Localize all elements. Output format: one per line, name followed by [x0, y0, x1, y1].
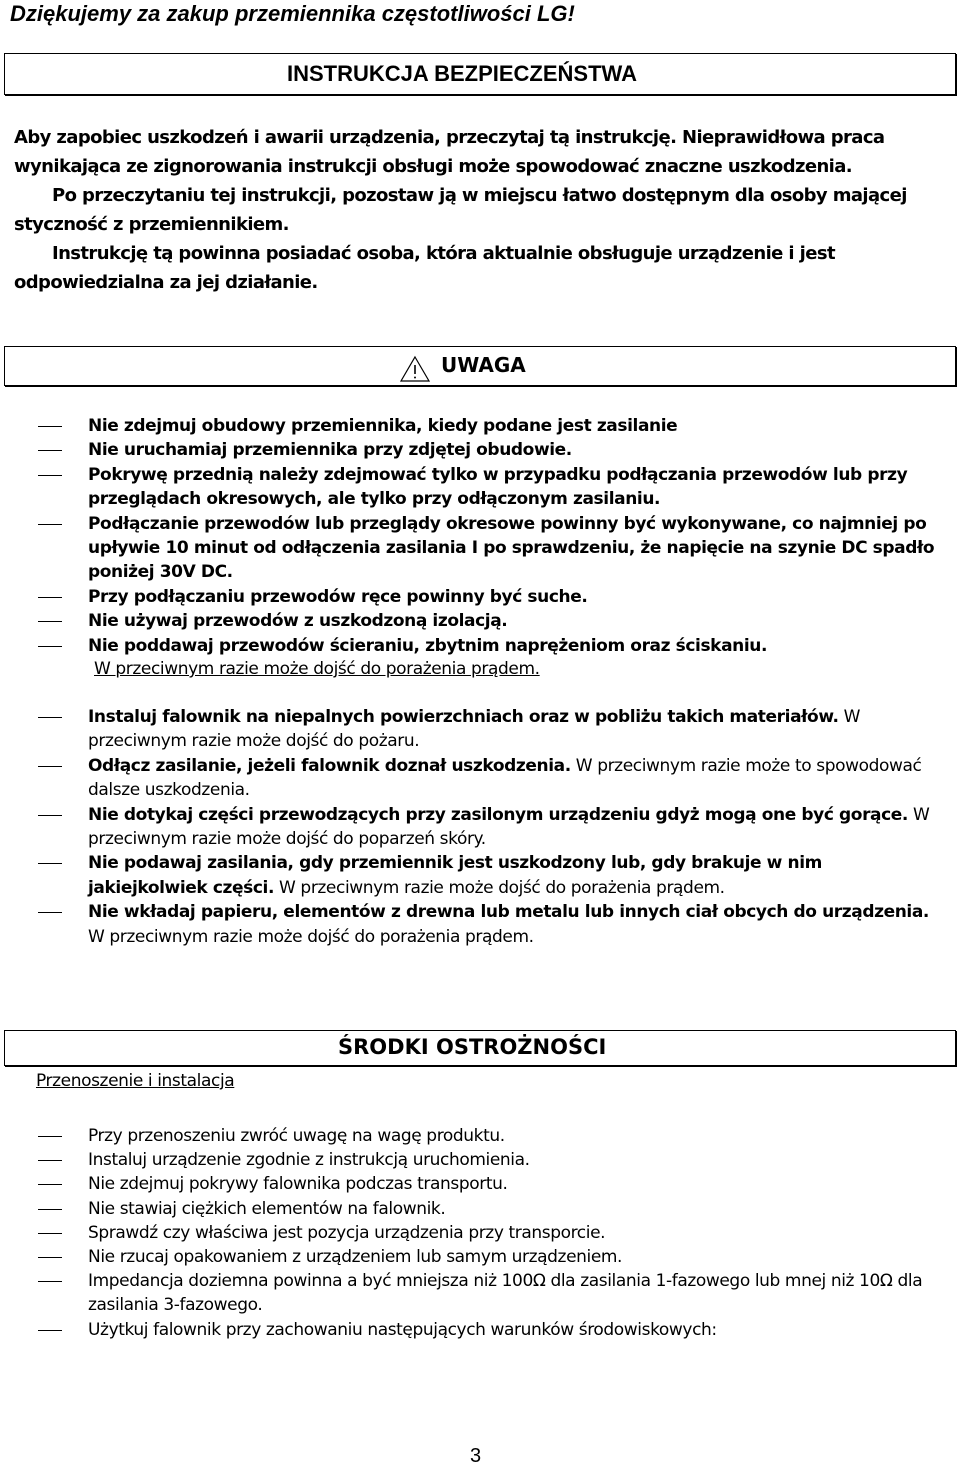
dash-bullet-icon [38, 863, 62, 864]
intro-paragraph: Po przeczytaniu tej instrukcji, pozostaw ją w miejscu łatwo dostępnym dla osoby mającej styczność z przemiennikiem. [14, 185, 907, 235]
list-item-text: Nie uruchamiaj przemiennika przy zdjętej obudowie. [88, 440, 572, 461]
list-item [0, 512, 938, 585]
dash-bullet-icon [38, 1160, 62, 1161]
list-item-text: Impedancja doziemna powinna a być mniejsza niż 100Ω dla zasilania 1-fazowego lub mnej niż 10Ω dla zasilania 3-fazowego. [88, 1271, 923, 1316]
list-item-text: Nie poddawaj przewodów ścieraniu, zbytnim naprężeniom oraz ściskaniu. [88, 635, 768, 656]
dash-bullet-icon [38, 524, 62, 525]
list-item-bold: Instaluj falownik na niepalnych powierzchniach oraz w pobliżu takich materiałów. [88, 707, 839, 727]
list-item-consequence: W przeciwnym razie może dojść do porażenia prądem. [88, 926, 534, 947]
list-item [0, 1172, 938, 1196]
dash-bullet-icon [38, 1257, 62, 1258]
page-title: Dziękujemy za zakup przemiennika częstotliwości LG! [10, 1, 575, 26]
electric-shock-note: W przeciwnym razie może dojść do porażenia prądem. [94, 659, 540, 679]
dash-bullet-icon [38, 1184, 62, 1185]
list-item-text: Pokrywę przednią należy zdejmować tylko w przypadku podłączania przewodów lub przy przeglądach okresowych, ale tylko przy odłączonym zasilaniu. [88, 464, 908, 510]
dash-bullet-icon [38, 912, 62, 913]
list-item [0, 414, 938, 438]
list-item-consequence: W przeciwnym razie może dojść do poparzeń skóry. [88, 804, 930, 850]
warning-label: UWAGA [441, 353, 526, 377]
list-item-bold: Nie dotykaj części przewodzących przy zasilonym urządzeniu gdyż mogą one być gorące. [88, 804, 908, 825]
list-item-consequence: W przeciwnym razie może to spowodować dalsze uszkodzenia. [88, 755, 922, 801]
list-item-text: Nie stawiaj ciężkich elementów na falownik. [88, 1198, 446, 1219]
dash-bullet-icon [38, 1209, 62, 1210]
list-item [0, 900, 938, 949]
dash-bullet-icon [38, 1281, 62, 1282]
warning-list-2 [0, 705, 960, 949]
warning-list [0, 414, 960, 658]
dash-bullet-icon [38, 1233, 62, 1234]
list-item [0, 705, 938, 754]
dash-bullet-icon [38, 426, 62, 427]
dash-bullet-icon [38, 717, 62, 718]
precautions-list [0, 1124, 960, 1342]
transport-subheading: Przenoszenie i instalacja [36, 1071, 235, 1091]
list-item [0, 1318, 938, 1342]
list-item-text: Podłączanie przewodów lub przeglądy okresowe powinny być wykonywane, co najmniej po upływie 10 minut od odłączenia zasilania I po sprawdzeniu, że napięcie na szynie DC spadło poniżej 30V DC. [88, 513, 935, 583]
list-item-text: Sprawdź czy właściwa jest pozycja urządzenia przy transporcie. [88, 1222, 606, 1243]
safety-title-box [4, 53, 956, 95]
list-item-text: Instaluj urządzenie zgodnie z instrukcją uruchomienia. [88, 1150, 530, 1171]
list-item [0, 463, 938, 512]
list-item [0, 1124, 938, 1148]
list-item-text: Użytkuj falownik przy zachowaniu następujących warunków środowiskowych: [88, 1319, 717, 1340]
list-item-text: Nie używaj przewodów z uszkodzoną izolacją. [88, 611, 508, 632]
list-item [0, 609, 938, 633]
list-item-consequence: W przeciwnym razie może dojść do pożaru. [88, 707, 861, 752]
list-item [0, 438, 938, 462]
list-item [0, 1245, 938, 1269]
dash-bullet-icon [38, 1136, 62, 1137]
list-item [0, 1197, 938, 1221]
list-item-text: Przy przenoszeniu zwróć uwagę na wagę produktu. [88, 1126, 505, 1146]
dash-bullet-icon [38, 766, 62, 767]
warning-triangle-icon [399, 355, 431, 387]
dash-bullet-icon [38, 475, 62, 476]
list-item-bold: Nie wkładaj papieru, elementów z drewna lub metalu lub innych ciał obcych do urządzenia. [88, 902, 929, 923]
dash-bullet-icon [38, 646, 62, 647]
list-item [0, 803, 938, 852]
list-item-text: Nie rzucaj opakowaniem z urządzeniem lub samym urządzeniem. [88, 1247, 623, 1268]
intro-paragraph: Aby zapobiec uszkodzeń i awarii urządzenia, przeczytaj tą instrukcję. Nieprawidłowa praca wynikająca ze zignorowania instrukcji obsługi może spowodować znaczne uszkodzenia. [14, 127, 885, 177]
list-item-text: Nie zdejmuj pokrywy falownika podczas transportu. [88, 1174, 508, 1195]
list-item [0, 1148, 938, 1172]
list-item [0, 754, 938, 803]
safety-title: INSTRUKCJA BEZPIECZEŃSTWA [287, 61, 637, 86]
list-item-bold: Nie podawaj zasilania, gdy przemiennik jest uszkodzony lub, gdy brakuje w nim jakiejkolwiek części. [88, 853, 822, 898]
precautions-title: ŚRODKI OSTROŻNOŚCI [338, 1035, 607, 1059]
dash-bullet-icon [38, 597, 62, 598]
list-item [0, 1269, 938, 1317]
warning-box [4, 346, 956, 386]
list-item [0, 1221, 938, 1245]
dash-bullet-icon [38, 1330, 62, 1331]
list-item-bold: Odłącz zasilanie, jeżeli falownik doznał uszkodzenia. [88, 755, 571, 776]
dash-bullet-icon [38, 450, 62, 451]
list-item-text: Nie zdejmuj obudowy przemiennika, kiedy podane jest zasilanie [88, 416, 678, 436]
dash-bullet-icon [38, 621, 62, 622]
safety-intro [14, 123, 944, 297]
dash-bullet-icon [38, 815, 62, 816]
list-item-consequence: W przeciwnym razie może dojść do porażenia prądem. [274, 877, 725, 898]
list-item-text: Przy podłączaniu przewodów ręce powinny być suche. [88, 586, 588, 607]
list-item [0, 634, 938, 658]
list-item [0, 851, 938, 900]
page-number: 3 [470, 1445, 482, 1467]
list-item [0, 585, 938, 609]
intro-paragraph: Instrukcję tą powinna posiadać osoba, która aktualnie obsługuje urządzenie i jest odpowiedzialna za jej działanie. [14, 243, 835, 293]
